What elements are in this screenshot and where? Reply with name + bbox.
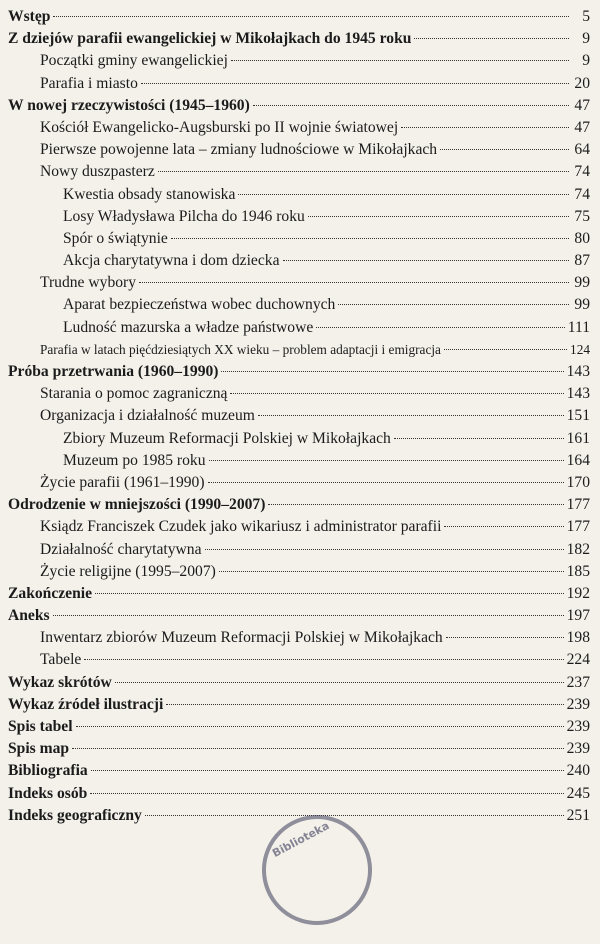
toc-page-number: 9 xyxy=(582,52,590,70)
toc-page-number: 99 xyxy=(574,274,590,292)
toc-entry xyxy=(8,228,590,250)
toc-page-number: 111 xyxy=(567,318,590,336)
toc-entry-title: Zbiory Muzeum Reformacji Polskiej w Mikołajkach xyxy=(63,429,391,447)
toc-page-number: 64 xyxy=(574,141,590,159)
toc-page-number: 47 xyxy=(574,118,590,136)
table-of-contents xyxy=(8,6,590,827)
toc-entry-title: Parafia w latach pięćdziesiątych XX wieku – problem adaptacji i emigracja xyxy=(40,341,441,357)
toc-entry-title: Tabele xyxy=(40,651,82,669)
toc-entry-title: Spis map xyxy=(8,740,70,758)
toc-entry-title: Ludność mazurska a władze państwowe xyxy=(63,318,314,336)
toc-entry xyxy=(8,161,590,183)
toc-page-number: 5 xyxy=(582,8,590,25)
toc-entry-title: Indeks osób xyxy=(8,784,88,802)
toc-entry xyxy=(8,627,590,649)
toc-entry-title: Zakończenie xyxy=(8,584,93,602)
toc-chapter xyxy=(8,716,590,738)
toc-entry xyxy=(8,317,590,339)
dot-leader xyxy=(53,615,564,616)
toc-entry-title: Początki gminy ewangelickiej xyxy=(40,52,228,70)
dot-leader xyxy=(230,393,563,394)
dot-leader xyxy=(258,415,564,416)
dot-leader xyxy=(444,526,563,527)
toc-page-number: 9 xyxy=(582,30,590,48)
toc-page-number: 170 xyxy=(566,473,590,491)
toc-entry xyxy=(8,272,590,294)
toc-page-number: 161 xyxy=(566,429,590,447)
toc-entry xyxy=(8,206,590,228)
toc-entry-title: Kwestia obsady stanowiska xyxy=(63,185,236,203)
dot-leader xyxy=(231,60,569,61)
dot-leader xyxy=(401,127,569,128)
toc-chapter xyxy=(8,783,590,805)
toc-entry-title: Muzeum po 1985 roku xyxy=(63,451,206,469)
dot-leader xyxy=(84,659,563,660)
toc-page-number: 197 xyxy=(566,607,590,625)
dot-leader xyxy=(139,282,569,283)
toc-page-number: 239 xyxy=(566,695,590,713)
toc-entry-title: Nowy duszpasterz xyxy=(40,163,155,181)
toc-page-number: 74 xyxy=(574,163,590,181)
toc-chapter xyxy=(8,760,590,782)
toc-entry-title: Pierwsze powojenne lata – zmiany ludnościowe w Mikołajkach xyxy=(40,141,438,159)
dot-leader xyxy=(221,371,563,372)
dot-leader xyxy=(208,482,564,483)
dot-leader xyxy=(308,216,569,217)
dot-leader xyxy=(414,38,569,39)
toc-chapter xyxy=(8,738,590,760)
toc-entry-title: Spór o świątynie xyxy=(63,229,168,247)
toc-entry xyxy=(8,405,590,427)
toc-entry xyxy=(8,117,590,139)
toc-chapter xyxy=(8,694,590,716)
toc-chapter xyxy=(8,494,590,516)
toc-entry-title: Wstęp xyxy=(8,8,51,25)
toc-entry xyxy=(8,428,590,450)
toc-page-number: 177 xyxy=(566,518,590,536)
dot-leader xyxy=(166,704,563,705)
toc-page-number: 47 xyxy=(574,96,590,114)
dot-leader xyxy=(338,304,569,305)
toc-entry-title: Indeks geograficzny xyxy=(8,806,142,824)
toc-entry-title: Bibliografia xyxy=(8,762,88,780)
dot-leader xyxy=(115,682,564,683)
dot-leader xyxy=(91,770,564,771)
dot-leader xyxy=(444,349,567,350)
toc-entry-title: Wykaz skrótów xyxy=(8,673,112,691)
toc-entry-title: Trudne wybory xyxy=(40,274,137,292)
dot-leader xyxy=(316,327,564,328)
toc-chapter xyxy=(8,672,590,694)
toc-page-number: 75 xyxy=(574,207,590,225)
toc-entry-title: Życie religijne (1995–2007) xyxy=(40,562,216,580)
dot-leader xyxy=(53,16,569,17)
toc-entry-title: Inwentarz zbiorów Muzeum Reformacji Polskiej w Mikołajkach xyxy=(40,629,443,647)
toc-page-number: 143 xyxy=(566,363,590,380)
toc-entry xyxy=(8,561,590,583)
toc-page-number: 224 xyxy=(566,651,590,669)
dot-leader xyxy=(238,194,569,195)
dot-leader xyxy=(219,571,564,572)
toc-page-number: 192 xyxy=(566,584,590,602)
dot-leader xyxy=(440,149,569,150)
toc-page-number: 185 xyxy=(566,562,590,580)
dot-leader xyxy=(283,260,570,261)
toc-page-number: 20 xyxy=(574,74,590,92)
toc-page-number: 237 xyxy=(566,673,590,691)
toc-entry xyxy=(8,539,590,561)
dot-leader xyxy=(209,460,564,461)
toc-entry-title: Odrodzenie w mniejszości (1990–2007) xyxy=(8,496,266,514)
dot-leader xyxy=(158,171,569,172)
dot-leader xyxy=(205,549,564,550)
toc-page-number: 74 xyxy=(574,185,590,203)
toc-page-number: 177 xyxy=(566,496,590,514)
dot-leader xyxy=(145,815,564,816)
toc-entry xyxy=(8,250,590,272)
toc-page-number: 124 xyxy=(570,341,590,357)
dot-leader xyxy=(72,748,564,749)
toc-page-number: 198 xyxy=(566,629,590,647)
toc-page-number: 80 xyxy=(574,229,590,247)
dot-leader xyxy=(253,105,569,106)
dot-leader xyxy=(141,83,569,84)
dot-leader xyxy=(268,504,563,505)
toc-chapter xyxy=(8,361,590,383)
toc-entry-title: Aneks xyxy=(8,607,50,625)
toc-entry xyxy=(8,50,590,72)
dot-leader xyxy=(95,593,564,594)
toc-entry xyxy=(8,294,590,316)
toc-entry-title: Akcja charytatywna i dom dziecka xyxy=(63,252,280,270)
toc-entry xyxy=(8,339,590,361)
dot-leader xyxy=(90,793,563,794)
toc-page-number: 251 xyxy=(566,806,590,824)
library-stamp: Biblioteka xyxy=(243,796,392,944)
toc-entry-title: Losy Władysława Pilcha do 1946 roku xyxy=(63,207,305,225)
dot-leader xyxy=(446,637,564,638)
dot-leader xyxy=(394,438,564,439)
toc-page-number: 143 xyxy=(566,385,590,403)
toc-entry xyxy=(8,450,590,472)
toc-chapter xyxy=(8,583,590,605)
toc-page-number: 99 xyxy=(574,296,590,314)
toc-entry-title: Działalność charytatywna xyxy=(40,540,202,558)
toc-page-number: 182 xyxy=(566,540,590,558)
toc-chapter xyxy=(8,6,590,28)
toc-chapter xyxy=(8,28,590,50)
toc-entry xyxy=(8,472,590,494)
toc-entry xyxy=(8,73,590,95)
dot-leader xyxy=(171,238,569,239)
toc-page-number: 87 xyxy=(574,252,590,270)
toc-entry-title: Z dziejów parafii ewangelickiej w Mikołajkach do 1945 roku xyxy=(8,30,412,48)
toc-entry-title: Ksiądz Franciszek Czudek jako wikariusz i administrator parafii xyxy=(40,518,442,536)
toc-entry xyxy=(8,649,590,671)
toc-entry-title: Spis tabel xyxy=(8,718,73,735)
toc-page-number: 239 xyxy=(566,718,590,735)
toc-entry-title: Próba przetrwania (1960–1990) xyxy=(8,363,219,380)
toc-entry-title: Organizacja i działalność muzeum xyxy=(40,407,255,425)
toc-chapter xyxy=(8,605,590,627)
dot-leader xyxy=(76,726,564,727)
toc-entry-title: W nowej rzeczywistości (1945–1960) xyxy=(8,96,250,114)
toc-entry-title: Kościół Ewangelicko-Augsburski po II wojnie światowej xyxy=(40,118,399,136)
toc-chapter xyxy=(8,95,590,117)
toc-entry-title: Aparat bezpieczeństwa wobec duchownych xyxy=(63,296,336,314)
toc-entry-title: Starania o pomoc zagraniczną xyxy=(40,385,228,403)
toc-page-number: 164 xyxy=(566,451,590,469)
toc-entry xyxy=(8,139,590,161)
toc-entry xyxy=(8,184,590,206)
toc-entry-title: Życie parafii (1961–1990) xyxy=(40,473,205,491)
toc-entry xyxy=(8,383,590,405)
toc-page-number: 245 xyxy=(566,784,590,802)
toc-entry-title: Parafia i miasto xyxy=(40,74,138,92)
toc-page-number: 240 xyxy=(566,762,590,780)
toc-page-number: 239 xyxy=(566,740,590,758)
toc-entry xyxy=(8,516,590,538)
toc-entry-title: Wykaz źródeł ilustracji xyxy=(8,695,164,713)
toc-page-number: 151 xyxy=(566,407,590,425)
